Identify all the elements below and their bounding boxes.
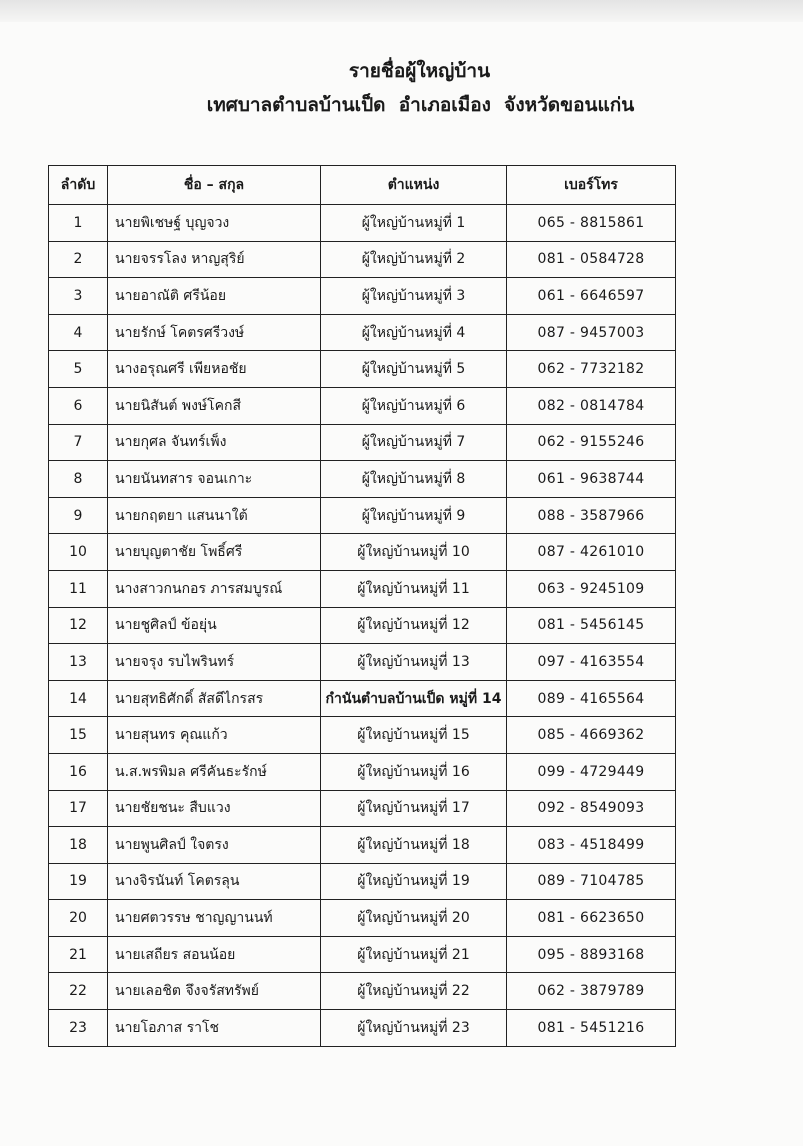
row-name: นายชูศิลป์ ข้อยุ่น xyxy=(108,607,321,644)
row-number: 18 xyxy=(49,827,108,864)
row-position: ผู้ใหญ่บ้านหมู่ที่ 9 xyxy=(321,497,507,534)
row-number: 12 xyxy=(49,607,108,644)
row-name: นายเสถียร สอนน้อย xyxy=(108,936,321,973)
row-number: 19 xyxy=(49,863,108,900)
row-name: นายกุศล จันทร์เพ็ง xyxy=(108,424,321,461)
row-phone: 089 - 4165564 xyxy=(507,680,676,717)
row-name: นายรักษ์ โคตรศรีวงษ์ xyxy=(108,314,321,351)
row-name: นายนันทสาร จอนเกาะ xyxy=(108,461,321,498)
row-position: ผู้ใหญ่บ้านหมู่ที่ 17 xyxy=(321,790,507,827)
row-name: นายกฤตยา แสนนาใต้ xyxy=(108,497,321,534)
row-number: 5 xyxy=(49,351,108,388)
row-number: 15 xyxy=(49,717,108,754)
row-phone: 062 - 7732182 xyxy=(507,351,676,388)
row-phone: 061 - 9638744 xyxy=(507,461,676,498)
table-header-row xyxy=(49,166,676,205)
table-row xyxy=(49,534,676,571)
row-name: นายพิเชษฐ์ บุญจวง xyxy=(108,205,321,242)
document-header xyxy=(0,58,803,118)
row-number: 17 xyxy=(49,790,108,827)
row-name: นายบุญตาชัย โพธิ์ศรี xyxy=(108,534,321,571)
row-phone: 081 - 5451216 xyxy=(507,1010,676,1047)
row-number: 11 xyxy=(49,570,108,607)
row-phone: 099 - 4729449 xyxy=(507,753,676,790)
row-position: ผู้ใหญ่บ้านหมู่ที่ 5 xyxy=(321,351,507,388)
row-position: ผู้ใหญ่บ้านหมู่ที่ 8 xyxy=(321,461,507,498)
table-row xyxy=(49,205,676,242)
table-body xyxy=(49,205,676,1047)
village-headmen-table xyxy=(48,165,676,1047)
row-position: ผู้ใหญ่บ้านหมู่ที่ 4 xyxy=(321,314,507,351)
row-name: นายสุนทร คุณแก้ว xyxy=(108,717,321,754)
row-number: 4 xyxy=(49,314,108,351)
row-phone: 092 - 8549093 xyxy=(507,790,676,827)
table-row xyxy=(49,973,676,1010)
row-number: 20 xyxy=(49,900,108,937)
row-number: 21 xyxy=(49,936,108,973)
table-row xyxy=(49,314,676,351)
row-name: นางจิรนันท์ โคตรลุน xyxy=(108,863,321,900)
table-row xyxy=(49,424,676,461)
row-phone: 087 - 9457003 xyxy=(507,314,676,351)
row-name: น.ส.พรพิมล ศรีคันธะรักษ์ xyxy=(108,753,321,790)
row-position: ผู้ใหญ่บ้านหมู่ที่ 18 xyxy=(321,827,507,864)
row-position: ผู้ใหญ่บ้านหมู่ที่ 21 xyxy=(321,936,507,973)
table-row xyxy=(49,717,676,754)
row-phone: 062 - 9155246 xyxy=(507,424,676,461)
table-row xyxy=(49,680,676,717)
row-position: ผู้ใหญ่บ้านหมู่ที่ 11 xyxy=(321,570,507,607)
row-phone: 085 - 4669362 xyxy=(507,717,676,754)
row-position: ผู้ใหญ่บ้านหมู่ที่ 20 xyxy=(321,900,507,937)
row-number: 16 xyxy=(49,753,108,790)
document-subtitle: เทศบาลตำบลบ้านเป็ด อำเภอเมือง จังหวัดขอนแก่น xyxy=(206,94,635,116)
row-number: 3 xyxy=(49,278,108,315)
row-number: 14 xyxy=(49,680,108,717)
row-phone: 063 - 9245109 xyxy=(507,570,676,607)
table-row xyxy=(49,570,676,607)
row-number: 1 xyxy=(49,205,108,242)
row-position: ผู้ใหญ่บ้านหมู่ที่ 1 xyxy=(321,205,507,242)
header-order: ลำดับ xyxy=(49,166,108,205)
row-phone: 065 - 8815861 xyxy=(507,205,676,242)
row-name: นายจรรโลง หาญสุริย์ xyxy=(108,241,321,278)
document-title: รายชื่อผู้ใหญ่บ้าน xyxy=(348,60,491,82)
row-number: 6 xyxy=(49,387,108,424)
header-name: ชื่อ – สกุล xyxy=(108,166,321,205)
row-position: ผู้ใหญ่บ้านหมู่ที่ 10 xyxy=(321,534,507,571)
table-row xyxy=(49,278,676,315)
row-position: ผู้ใหญ่บ้านหมู่ที่ 13 xyxy=(321,644,507,681)
row-name: นายอาณัติ ศรีน้อย xyxy=(108,278,321,315)
row-name: นายเลอชิต จึงจรัสทรัพย์ xyxy=(108,973,321,1010)
row-phone: 081 - 0584728 xyxy=(507,241,676,278)
row-number: 9 xyxy=(49,497,108,534)
row-phone: 097 - 4163554 xyxy=(507,644,676,681)
row-phone: 088 - 3587966 xyxy=(507,497,676,534)
row-name: นางอรุณศรี เพียหอชัย xyxy=(108,351,321,388)
row-position: ผู้ใหญ่บ้านหมู่ที่ 3 xyxy=(321,278,507,315)
row-phone: 089 - 7104785 xyxy=(507,863,676,900)
row-position: ผู้ใหญ่บ้านหมู่ที่ 6 xyxy=(321,387,507,424)
row-name: นายจรุง รบไพรินทร์ xyxy=(108,644,321,681)
row-number: 10 xyxy=(49,534,108,571)
row-phone: 081 - 6623650 xyxy=(507,900,676,937)
table-row xyxy=(49,461,676,498)
table-row xyxy=(49,936,676,973)
table-row xyxy=(49,644,676,681)
row-number: 2 xyxy=(49,241,108,278)
row-name: นายนิสันต์ พงษ์โคกสี xyxy=(108,387,321,424)
row-name: นายพูนศิลป์ ใจตรง xyxy=(108,827,321,864)
row-phone: 061 - 6646597 xyxy=(507,278,676,315)
header-phone: เบอร์โทร xyxy=(507,166,676,205)
row-number: 13 xyxy=(49,644,108,681)
row-name: นายโอภาส ราโช xyxy=(108,1010,321,1047)
table-row xyxy=(49,607,676,644)
table-row xyxy=(49,827,676,864)
row-position: ผู้ใหญ่บ้านหมู่ที่ 15 xyxy=(321,717,507,754)
table-row xyxy=(49,241,676,278)
row-phone: 081 - 5456145 xyxy=(507,607,676,644)
row-number: 8 xyxy=(49,461,108,498)
row-phone: 083 - 4518499 xyxy=(507,827,676,864)
table-row xyxy=(49,497,676,534)
table-row xyxy=(49,351,676,388)
row-position: ผู้ใหญ่บ้านหมู่ที่ 7 xyxy=(321,424,507,461)
row-phone: 087 - 4261010 xyxy=(507,534,676,571)
row-number: 23 xyxy=(49,1010,108,1047)
row-name: นายชัยชนะ สืบแวง xyxy=(108,790,321,827)
row-phone: 095 - 8893168 xyxy=(507,936,676,973)
scan-edge-shadow xyxy=(0,0,803,22)
table-row xyxy=(49,900,676,937)
row-number: 7 xyxy=(49,424,108,461)
row-position: ผู้ใหญ่บ้านหมู่ที่ 12 xyxy=(321,607,507,644)
row-name: นายศตวรรษ ชาญญานนท์ xyxy=(108,900,321,937)
table-row xyxy=(49,753,676,790)
row-position: ผู้ใหญ่บ้านหมู่ที่ 2 xyxy=(321,241,507,278)
table-row xyxy=(49,387,676,424)
row-position: ผู้ใหญ่บ้านหมู่ที่ 19 xyxy=(321,863,507,900)
header-position: ตำแหน่ง xyxy=(321,166,507,205)
row-position: ผู้ใหญ่บ้านหมู่ที่ 23 xyxy=(321,1010,507,1047)
row-name: นายสุทธิศักดิ์ สัสดีไกรสร xyxy=(108,680,321,717)
row-number: 22 xyxy=(49,973,108,1010)
row-phone: 062 - 3879789 xyxy=(507,973,676,1010)
row-position: ผู้ใหญ่บ้านหมู่ที่ 22 xyxy=(321,973,507,1010)
row-name: นางสาวกนกอร ภารสมบูรณ์ xyxy=(108,570,321,607)
row-position: กำนันตำบลบ้านเป็ด หมู่ที่ 14 xyxy=(321,680,507,717)
table-row xyxy=(49,863,676,900)
row-position: ผู้ใหญ่บ้านหมู่ที่ 16 xyxy=(321,753,507,790)
table-row xyxy=(49,1010,676,1047)
table-row xyxy=(49,790,676,827)
row-phone: 082 - 0814784 xyxy=(507,387,676,424)
